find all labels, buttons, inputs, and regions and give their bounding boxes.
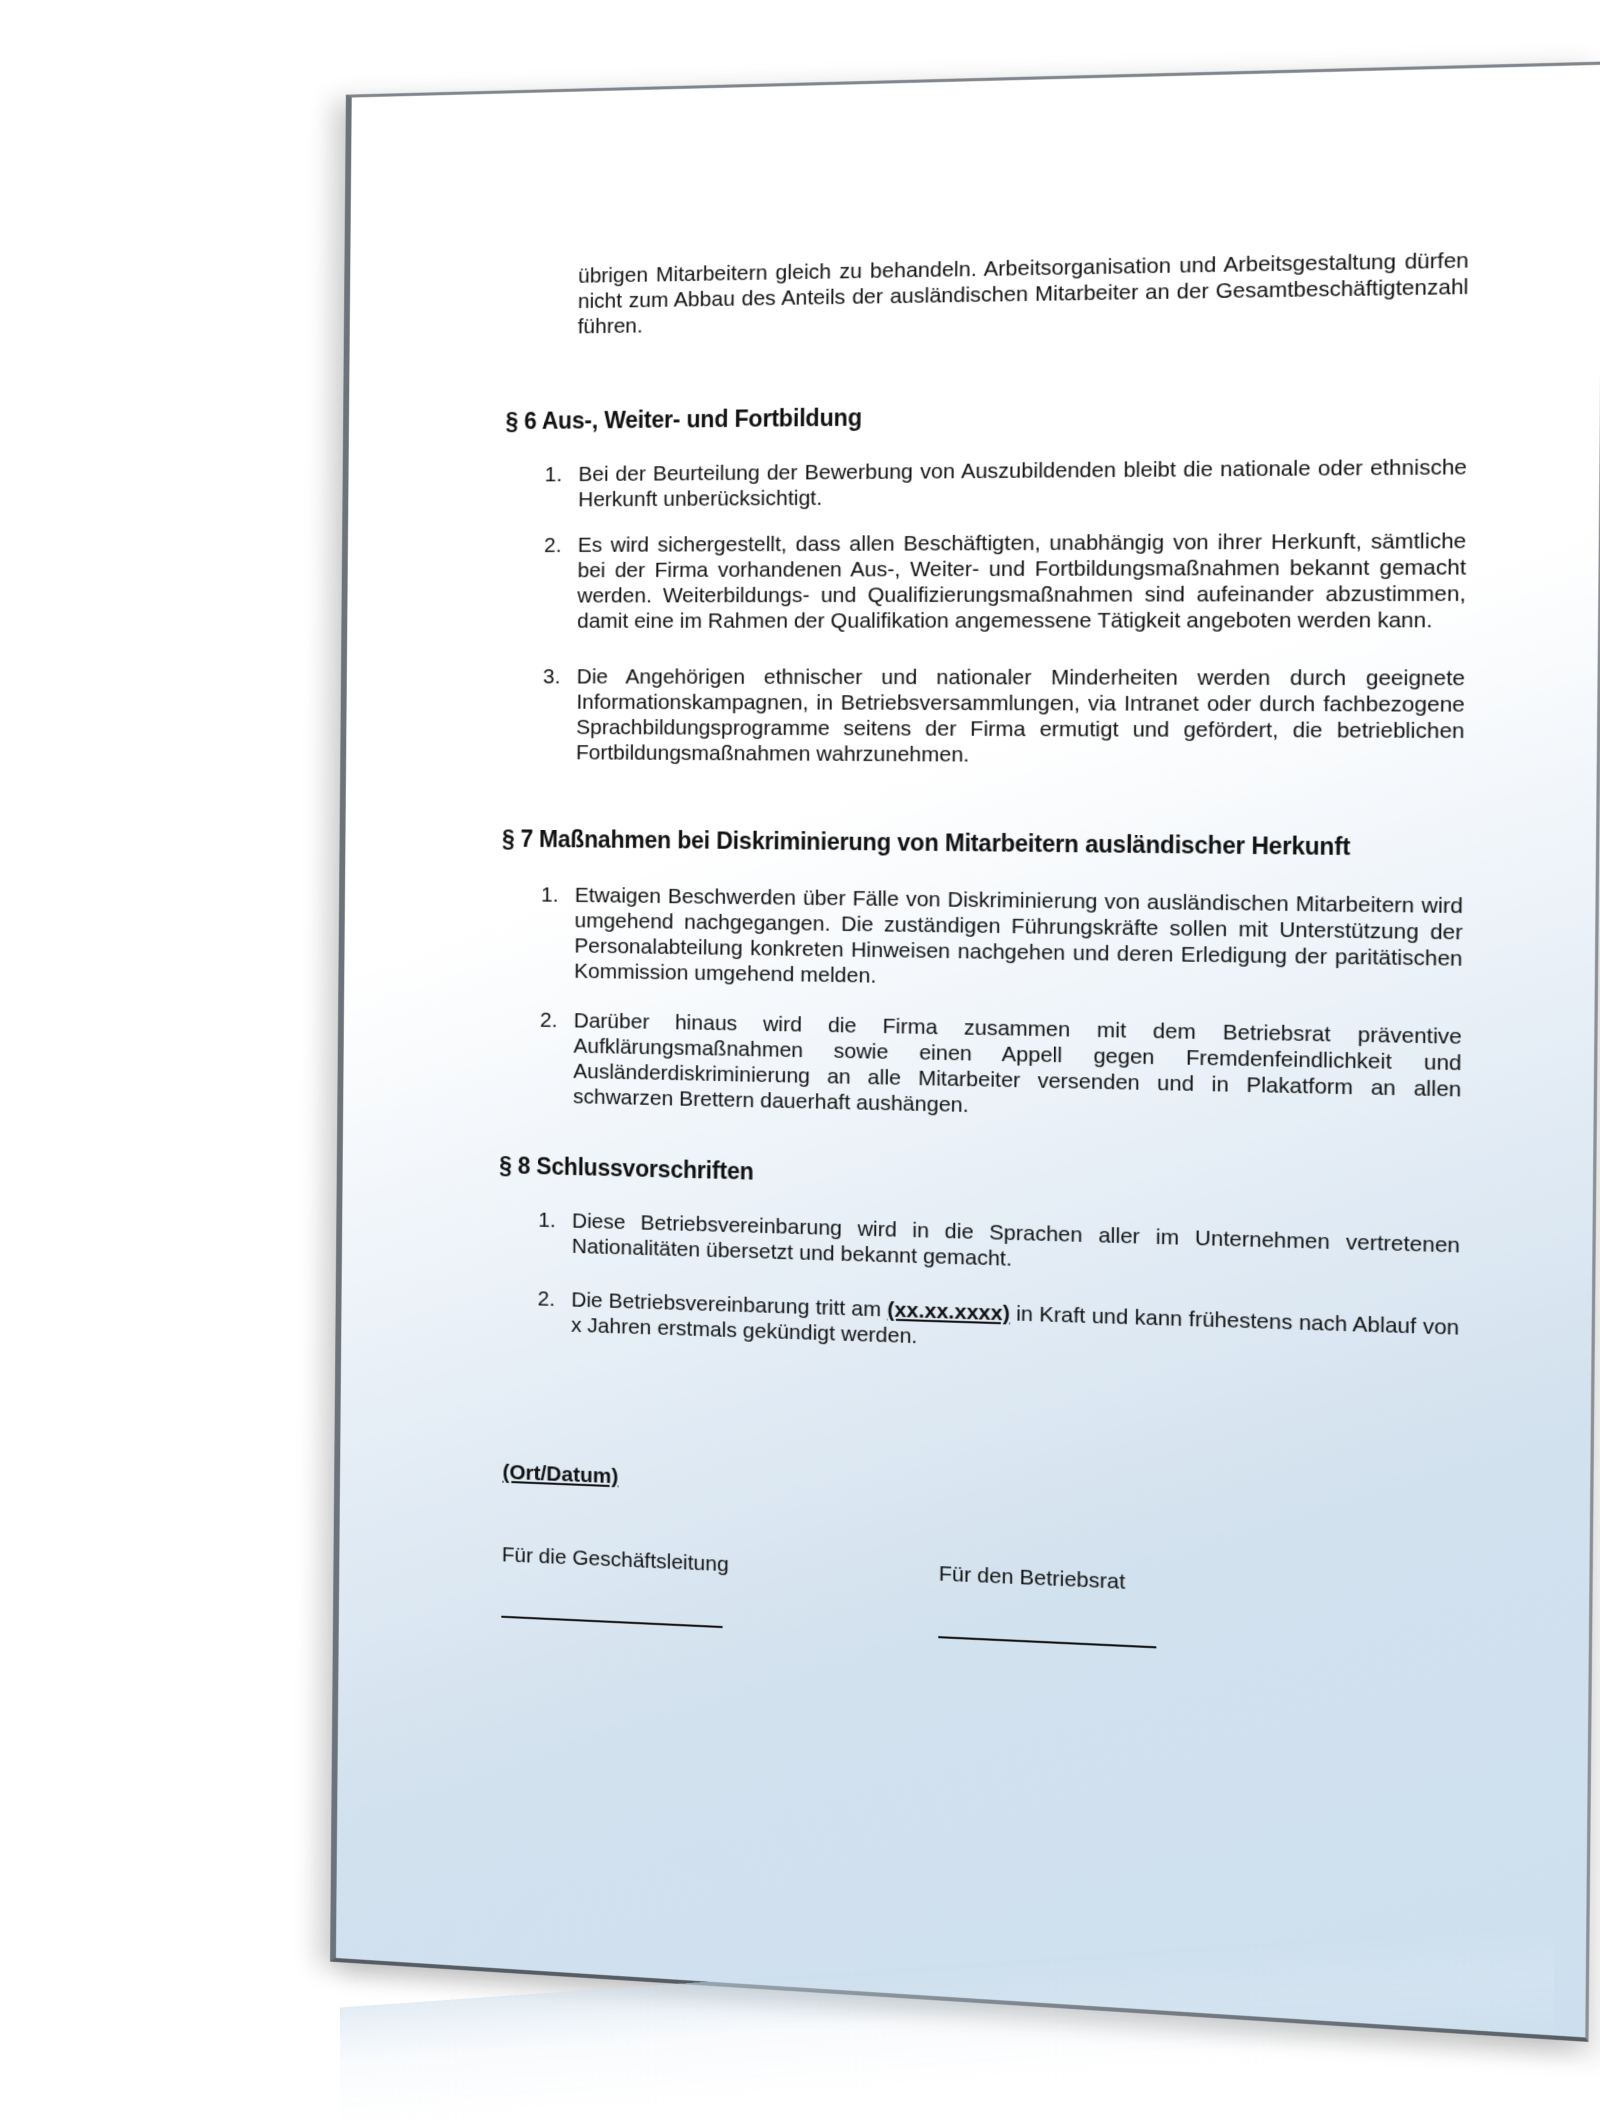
item-number: 3. — [542, 665, 561, 689]
document-page — [330, 61, 1600, 2041]
item-number: 1. — [538, 1208, 556, 1233]
section-heading-8: § 8 Schlussvorschriften — [499, 1151, 754, 1185]
intro-paragraph: übrigen Mitarbeitern gleich zu behandeln. Arbeitsorganisation und Arbeitsgestaltung dürfen nicht zum Abbau des Anteils der ausländischen Mitarbeiter an der Gesamtbeschäftigtenzahl führen. — [577, 248, 1469, 339]
list-item — [543, 528, 1466, 634]
list-item — [544, 454, 1467, 512]
item-text-after: in Kraft und kann frühestens nach Ablauf von x Jahren erstmals gekündigt werden. — [571, 1301, 1460, 1349]
item-number: 2. — [537, 1287, 556, 1311]
date-placeholder: (xx.xx.xxxx) — [887, 1298, 1010, 1326]
list-item — [537, 1286, 1459, 1367]
list-item — [539, 1008, 1462, 1130]
section-heading-6: § 6 Aus-, Weiter- und Fortbildung — [505, 404, 862, 435]
place-date-placeholder: (Ort/Datum) — [502, 1460, 619, 1489]
item-number: 1. — [544, 463, 563, 487]
signature-line-works-council — [938, 1636, 1156, 1648]
item-text-before: Die Betriebsvereinbarung tritt am — [571, 1288, 888, 1322]
signature-label-works-council: Für den Betriebsrat — [938, 1562, 1126, 1594]
item-number: 2. — [539, 1008, 558, 1033]
signature-line-management — [501, 1616, 722, 1628]
item-text: Bei der Beurteilung der Bewerbung von Auszubildenden bleibt die nationale oder ethnische Herkunft unberücksichtigt. — [578, 455, 1468, 512]
signature-label-management: Für die Geschäftsleitung — [501, 1543, 729, 1577]
item-text: Darüber hinaus wird die Firma zusammen mit dem Betriebsrat präventive Aufklärungsmaßnahmen sowie einen Appell gegen Fremdenfeindlichkeit und Ausländerdiskriminierung an alle Mitarbeiter versenden und in Plakatform an allen schwarzen Brettern dauerhaft aushängen. — [572, 1009, 1462, 1118]
item-number: 1. — [541, 883, 559, 907]
section-heading-7: § 7 Maßnahmen bei Diskriminierung von Mitarbeitern ausländischer Herkunft — [501, 825, 1351, 861]
item-text: Die Angehörigen ethnischer und nationaler Minderheiten werden durch geeignete Informationskampagnen, in Betriebsversammlungen, via Intranet oder durch fachbezogene Sprachbildungsprogramme seitens der Firma ermutigt und gefördert, die betrieblichen Fortbildungsmaßnahmen wahrzunehmen. — [575, 665, 1466, 767]
list-item — [538, 1207, 1460, 1285]
item-text: Es wird sichergestellt, dass allen Beschäftigten, unabhängig von ihrer Herkunft, sämtliche bei der Firma vorhandenen Aus-, Weiter- und Fortbildungsmaßnahmen bekannt gemacht werden. Weiterbildungs- und Qualifizierungsmaßnahmen sind aufeinander abzustimmen, damit eine im Rahmen der Qualifikation angemessene Tätigkeit angeboten werden kann. — [577, 529, 1467, 633]
item-number: 2. — [543, 533, 562, 558]
item-text: Etwaigen Beschwerden über Fälle von Diskriminierung von ausländischen Mitarbeitern wird umgehend nachgegangen. Die zuständigen Führungskräfte sollen mit Unterstützung der Personalabteilung konkreten Hinweisen nachgehen und deren Erledigung der paritätischen Kommission umgehend melden. — [574, 883, 1464, 988]
list-item — [540, 882, 1463, 998]
list-item — [542, 664, 1465, 771]
item-text — [571, 1287, 1459, 1367]
page-content — [336, 65, 1600, 2038]
item-text: Diese Betriebsvereinbarung wird in die Sprachen aller im Unternehmen vertretenen Nationalitäten übersetzt und bekannt gemacht. — [571, 1209, 1461, 1271]
